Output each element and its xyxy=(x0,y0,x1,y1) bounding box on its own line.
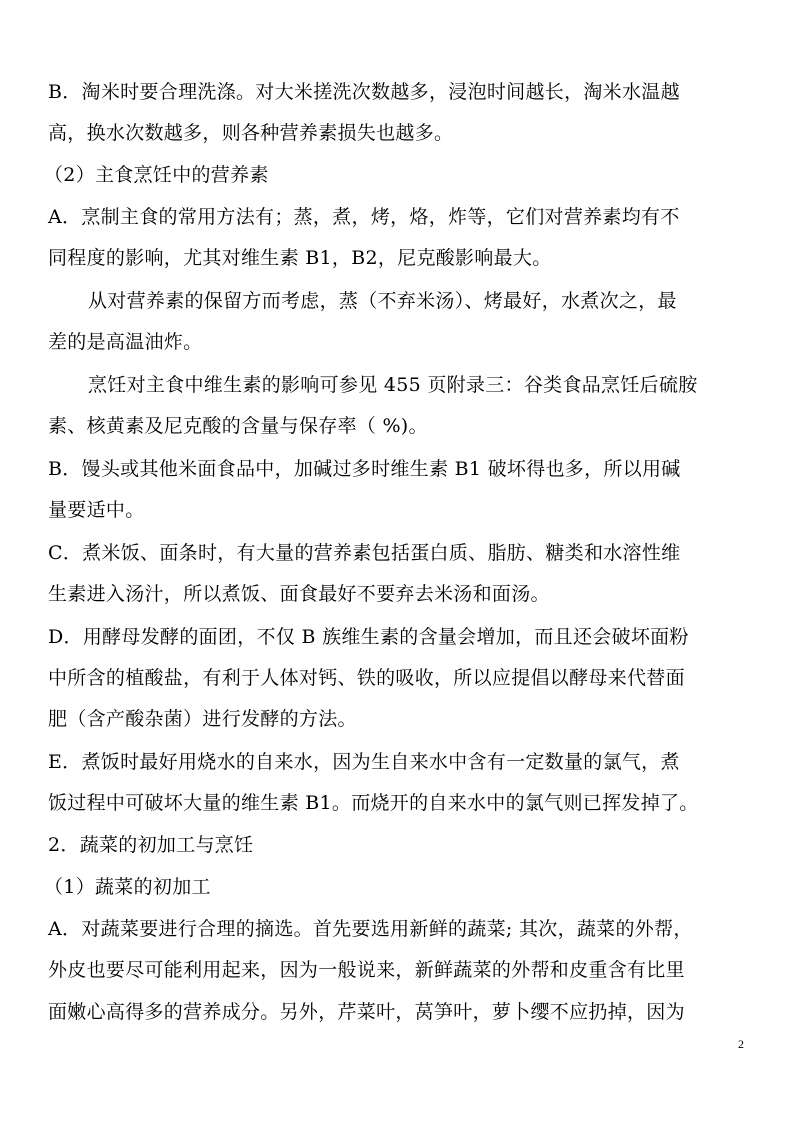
text-line: 肥（含产酸杂菌）进行发酵的方法。 xyxy=(48,708,357,730)
text-line: B．淘米时要合理洗涤。对大米搓洗次数越多，浸泡时间越长，淘米水温越 xyxy=(48,81,680,103)
text-line: D．用酵母发酵的面团，不仅 B 族维生素的含量会增加，而且还会破坏面粉 xyxy=(48,626,689,648)
text-line: 外皮也要尽可能利用起来，因为一般说来，新鲜蔬菜的外帮和皮重含有比里 xyxy=(48,959,685,981)
text-line: 素、核黄素及尼克酸的含量与保存率（ %)。 xyxy=(48,415,428,437)
text-line: 生素进入汤汁，所以煮饭、面食最好不要弃去米汤和面汤。 xyxy=(48,583,550,605)
text-line: E．煮饭时最好用烧水的自来水，因为生自来水中含有一定数量的氯气，煮 xyxy=(48,751,680,773)
text-line: B．馒头或其他米面食品中，加碱过多时维生素 B1 破坏得也多，所以用碱 xyxy=(48,458,681,480)
text-line: 高，换水次数越多，则各种营养素损失也越多。 xyxy=(48,122,454,144)
text-line: 面嫩心高得多的营养成分。另外，芹菜叶，莴笋叶，萝卜缨不应扔掉，因为 xyxy=(48,1001,685,1023)
text-line: A．烹制主食的常用方法有；蒸，煮，烤，烙，炸等，它们对营养素均有不 xyxy=(48,206,680,228)
text-line: 饭过程中可破坏大量的维生素 B1。而烧开的自来水中的氯气则已挥发掉了。 xyxy=(48,792,699,814)
section-heading: 2．蔬菜的初加工与烹饪 xyxy=(48,834,254,856)
text-line: 量要适中。 xyxy=(48,499,145,521)
section-heading: （2）主食烹饪中的营养素 xyxy=(44,164,269,186)
text-line: 同程度的影响，尤其对维生素 B1，B2，尼克酸影响最大。 xyxy=(48,247,552,269)
text-line: A．对蔬菜要进行合理的摘选。首先要选用新鲜的蔬菜; 其次，蔬菜的外帮， xyxy=(48,918,693,940)
text-line: 烹饪对主食中维生素的影响可参见 455 页附录三：谷类食品烹饪后硫胺 xyxy=(88,374,698,396)
section-heading: （1）蔬菜的初加工 xyxy=(44,876,211,898)
text-line: 从对营养素的保留方而考虑，蒸（不弃米汤）、烤最好，水煮次之，最 xyxy=(88,290,677,312)
text-line: 差的是高温油炸。 xyxy=(48,331,203,353)
page-number: 2 xyxy=(738,1037,744,1051)
text-line: 中所含的植酸盐，有利于人体对钙、铁的吸收，所以应提倡以酵母来代替面 xyxy=(48,667,685,689)
text-line: C．煮米饭、面条时，有大量的营养素包括蛋白质、脂肪、糖类和水溶性维 xyxy=(48,542,681,564)
